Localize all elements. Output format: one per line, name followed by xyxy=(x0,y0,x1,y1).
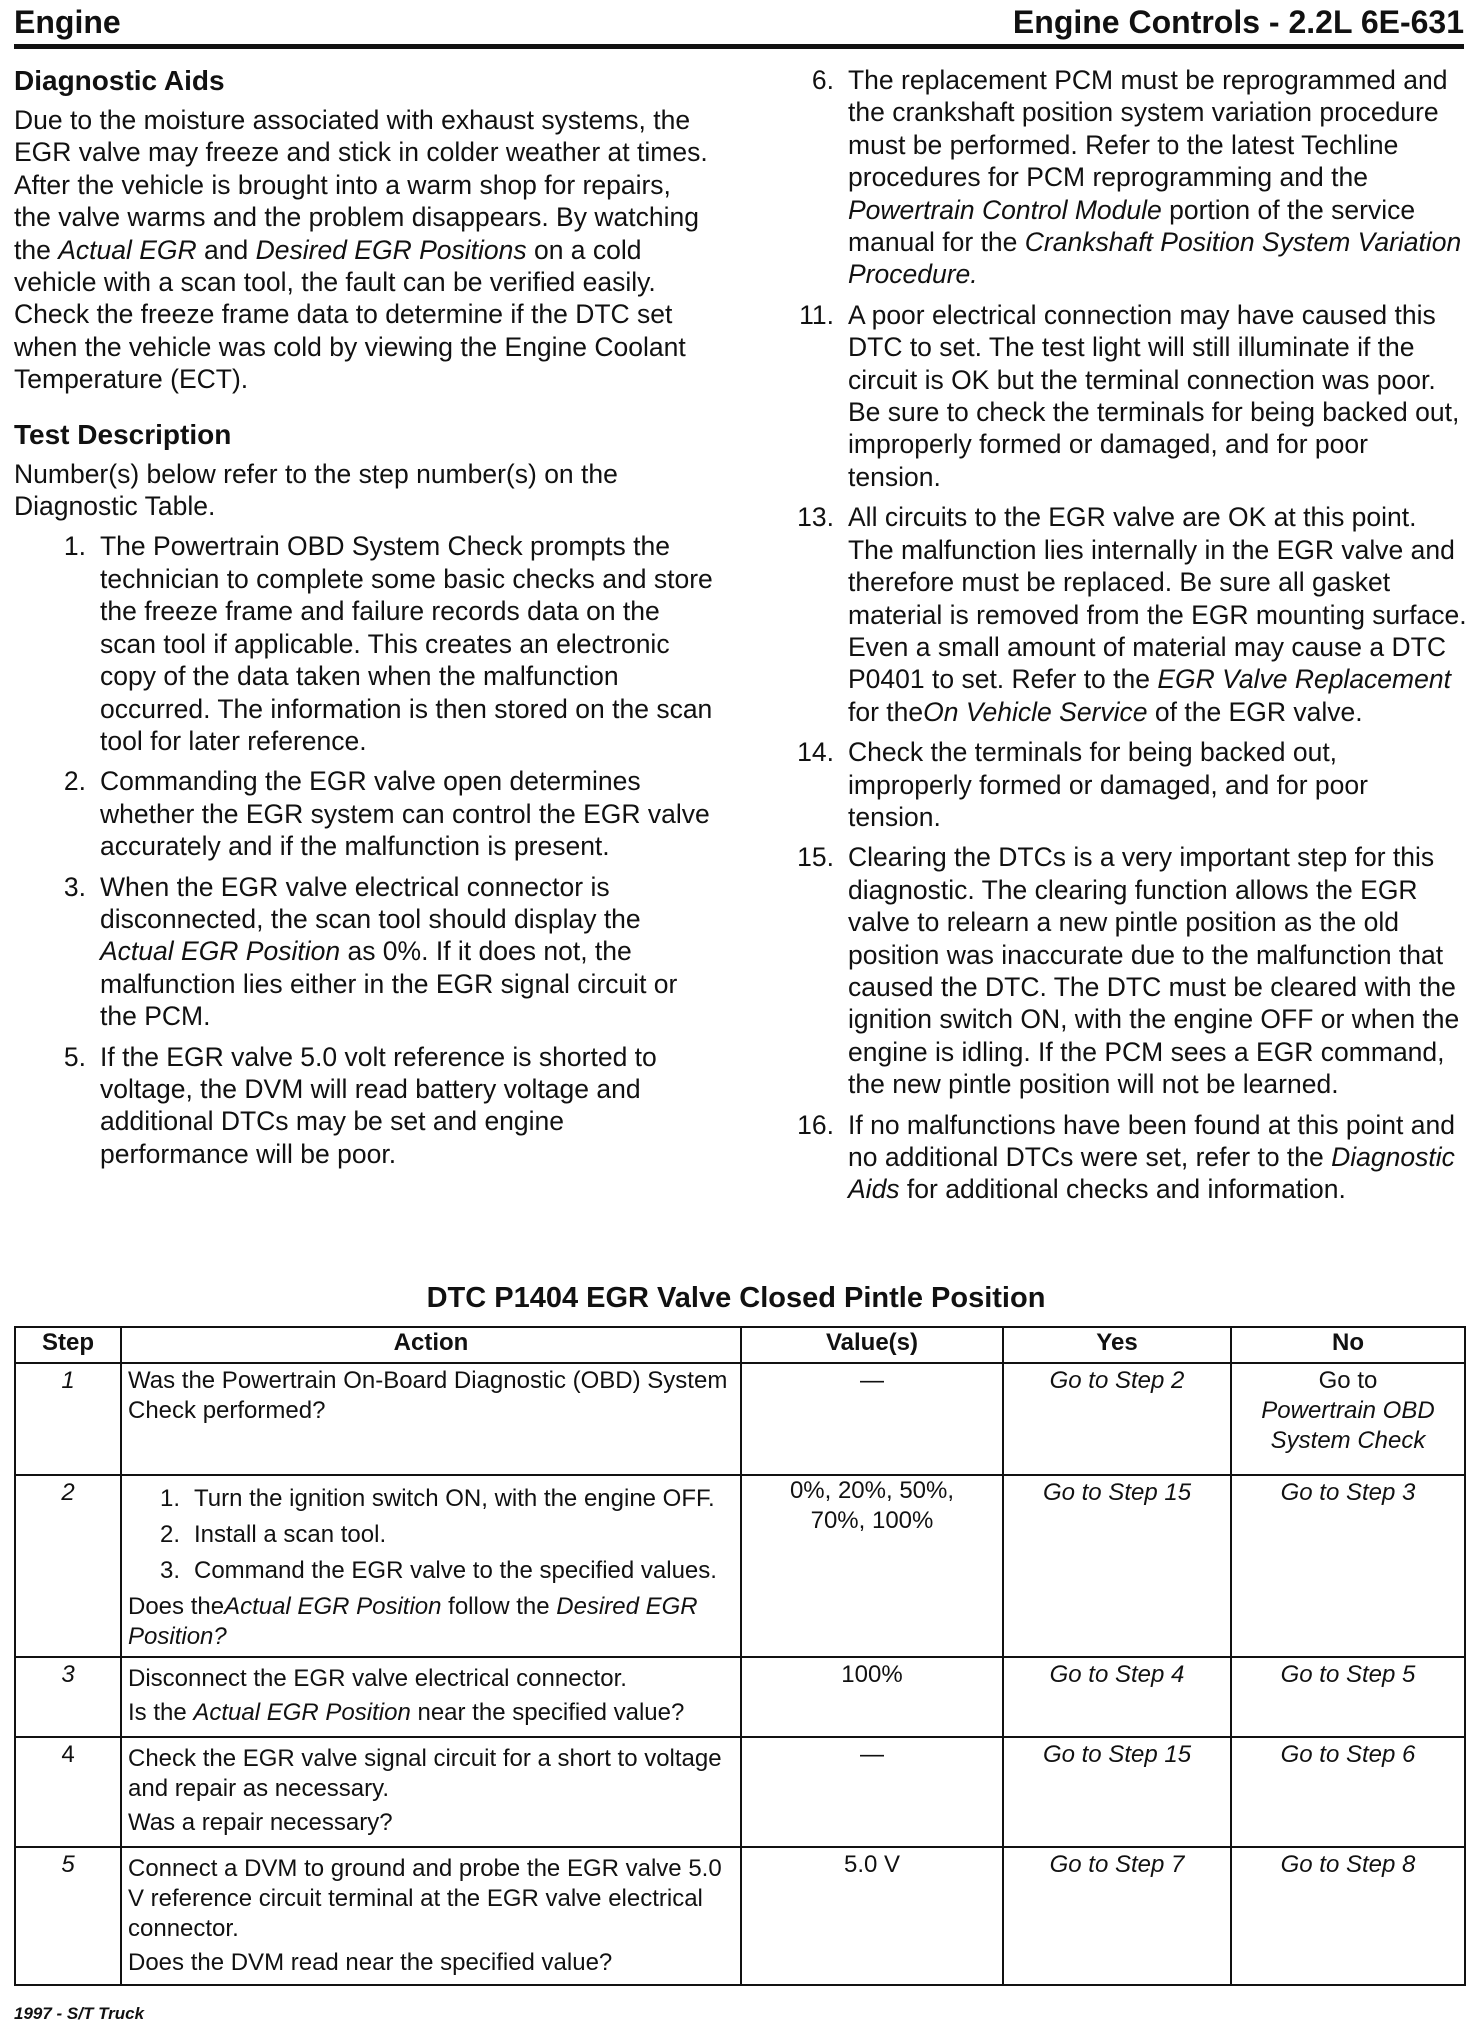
table-row xyxy=(15,1737,1465,1847)
col-yes: Yes xyxy=(1003,1327,1231,1363)
list-item: 15. Clearing the DTCs is a very important step for this diagnostic. The clearing function allows the EGR valve to relearn a new pintle position as the old position was inaccurate due to the malfunction that caused the DTC. The DTC must be cleared with the ignition switch ON, with the engine OFF or when the engine is idling. If the PCM sees a EGR command, the new pintle position will not be learned. xyxy=(797,842,1460,1100)
list-item: 6. The replacement PCM must be reprogrammed and the crankshaft position system variation procedure must be performed. Refer to the latest Techline procedures for PCM reprogramming and the Powertrain Control Module portion of the service manual for the Crankshaft Position System Variation Procedure. xyxy=(811,65,1462,290)
yes-cell: Go to Step 2 xyxy=(1003,1363,1231,1475)
test-description-heading: Test Description xyxy=(14,418,232,450)
yes-cell: Go to Step 15 xyxy=(1003,1737,1231,1847)
col-step: Step xyxy=(15,1327,121,1363)
table-row xyxy=(15,1475,1465,1657)
value-cell: 100% xyxy=(741,1657,1003,1737)
yes-cell: Go to Step 7 xyxy=(1003,1847,1231,1985)
action-cell: Disconnect the EGR valve electrical connector. Is the Actual EGR Position near the specified value? xyxy=(121,1657,741,1737)
no-cell: Go to Step 5 xyxy=(1231,1657,1465,1737)
col-values: Value(s) xyxy=(741,1327,1003,1363)
col-no: No xyxy=(1231,1327,1465,1363)
list-item: 3. When the EGR valve electrical connector is disconnected, the scan tool should display the Actual EGR Position as 0%. If it does not, the malfunction lies either in the EGR signal circuit or the PCM. xyxy=(63,871,678,1032)
action-cell: 1. Turn the ignition switch ON, with the engine OFF. 2. Install a scan tool. 3. Command the EGR valve to the specified values. Does theActual EGR Position follow the Desired EGR Position? xyxy=(121,1475,741,1657)
action-cell: Check the EGR valve signal circuit for a short to voltage and repair as necessary. Was a repair necessary? xyxy=(121,1737,741,1847)
step-cell: 2 xyxy=(15,1475,121,1657)
right-column xyxy=(778,64,1468,1214)
action-cell: Was the Powertrain On-Board Diagnostic (OBD) System Check performed? xyxy=(121,1363,741,1475)
page-header xyxy=(14,4,1464,49)
diagnostic-aids-text: Due to the moisture associated with exhaust systems, the EGR valve may freeze and stick in colder weather at times. After the vehicle is brought into a warm shop for repairs, the valve warms and the problem disappears. By watching the Actual EGR and Desired EGR Positions on a cold vehicle with a scan tool, the fault can be verified easily. Check the freeze frame data to determine if the DTC set when the vehicle was cold by viewing the Engine Coolant Temperature (ECT). xyxy=(14,105,708,395)
no-cell: Go to Powertrain OBD System Check xyxy=(1231,1363,1465,1475)
no-cell: Go to Step 8 xyxy=(1231,1847,1465,1985)
table-title: DTC P1404 EGR Valve Closed Pintle Position xyxy=(426,1282,1046,1314)
col-action: Action xyxy=(121,1327,741,1363)
step-cell: 1 xyxy=(15,1363,121,1475)
list-item: 2. Commanding the EGR valve open determines whether the EGR system can control the EGR valve accurately and if the malfunction is present. xyxy=(63,766,710,862)
list-item: 5. If the EGR valve 5.0 volt reference is shorted to voltage, the DVM will read battery voltage and additional DTCs may be set and engine performance will be poor. xyxy=(63,1041,657,1169)
test-description-intro: Number(s) below refer to the step number(s) on the Diagnostic Table. xyxy=(14,458,618,522)
left-column xyxy=(14,64,714,1178)
yes-cell: Go to Step 15 xyxy=(1003,1475,1231,1657)
table-header-row xyxy=(15,1327,1465,1363)
table-row xyxy=(15,1657,1465,1737)
list-item: 1. The Powertrain OBD System Check prompts the technician to complete some basic checks and store the freeze frame and failure records data on the scan tool if applicable. This creates an electronic copy of the data taken when the malfunction occurred. The information is then stored on the scan tool for later reference. xyxy=(63,531,713,756)
diagnostic-aids-heading: Diagnostic Aids xyxy=(14,65,225,96)
action-cell: Connect a DVM to ground and probe the EGR valve 5.0 V reference circuit terminal at the EGR valve electrical connector. Does the DVM read near the specified value? xyxy=(121,1847,741,1985)
no-cell: Go to Step 3 xyxy=(1231,1475,1465,1657)
table-row xyxy=(15,1363,1465,1475)
yes-cell: Go to Step 4 xyxy=(1003,1657,1231,1737)
list-item: 16. If no malfunctions have been found at this point and no additional DTCs were set, refer to the Diagnostic Aids for additional checks and information. xyxy=(797,1109,1455,1205)
value-cell: 0%, 20%, 50%, 70%, 100% xyxy=(741,1475,1003,1657)
header-section: Engine xyxy=(14,4,121,40)
value-cell: — xyxy=(741,1363,1003,1475)
table-row xyxy=(15,1847,1465,1985)
no-cell: Go to Step 6 xyxy=(1231,1737,1465,1847)
list-item: 11. A poor electrical connection may have caused this DTC to set. The test light will still illuminate if the circuit is OK but the terminal connection was poor. Be sure to check the terminals for being backed out, improperly formed or damaged, and for poor tension. xyxy=(799,299,1460,492)
value-cell: 5.0 V xyxy=(741,1847,1003,1985)
header-page-ref: Engine Controls - 2.2L 6E-631 xyxy=(1012,4,1464,40)
list-item: 14. Check the terminals for being backed out, improperly formed or damaged, and for poor tension. xyxy=(797,737,1368,832)
diagnostic-table xyxy=(14,1326,1466,1986)
step-cell: 3 xyxy=(15,1657,121,1737)
step-cell: 4 xyxy=(15,1737,121,1847)
step-cell: 5 xyxy=(15,1847,121,1985)
page-footer: 1997 - S/T Truck xyxy=(14,2004,145,2023)
list-item: 13. All circuits to the EGR valve are OK at this point. The malfunction lies internally in the EGR valve and therefore must be replaced. Be sure all gasket material is removed from the EGR mounting surface. Even a small amount of material may cause a DTC P0401 to set. Refer to the EGR Valve Replacement for theOn Vehicle Service of the EGR valve. xyxy=(797,502,1467,727)
value-cell: — xyxy=(741,1737,1003,1847)
